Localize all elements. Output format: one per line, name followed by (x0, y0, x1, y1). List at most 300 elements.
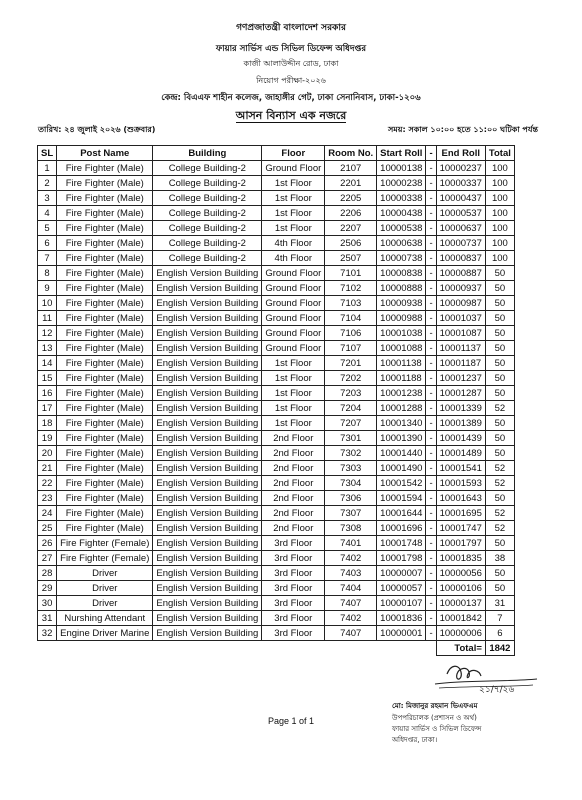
end-roll-cell: 10000137 (436, 596, 485, 611)
total-cell: 50 (485, 356, 514, 371)
building-cell: English Version Building (153, 296, 262, 311)
post-name-cell: Engine Driver Marine (57, 626, 153, 641)
table-row (38, 221, 515, 236)
post-name-cell: Fire Fighter (Male) (57, 311, 153, 326)
total-cell: 6 (485, 626, 514, 641)
dash-cell: - (426, 206, 436, 221)
sl-cell: 17 (38, 401, 57, 416)
post-name-cell: Fire Fighter (Male) (57, 266, 153, 281)
document-title-text: আসন বিন্যাস এক নজরে (235, 109, 347, 122)
total-cell: 52 (485, 461, 514, 476)
building-cell: English Version Building (153, 491, 262, 506)
start-roll-cell: 10000138 (377, 161, 426, 176)
table-row (38, 266, 515, 281)
building-cell: English Version Building (153, 476, 262, 491)
start-roll-cell: 10001490 (377, 461, 426, 476)
post-name-cell: Fire Fighter (Male) (57, 431, 153, 446)
table-row (38, 341, 515, 356)
start-roll-cell: 10000738 (377, 251, 426, 266)
total-cell: 100 (485, 236, 514, 251)
floor-cell: Ground Floor (262, 296, 325, 311)
room-no-cell: 2201 (325, 176, 377, 191)
table-row (38, 311, 515, 326)
post-name-cell: Fire Fighter (Male) (57, 461, 153, 476)
start-roll-cell: 10001390 (377, 431, 426, 446)
room-no-cell: 7203 (325, 386, 377, 401)
end-roll-cell: 10001187 (436, 356, 485, 371)
sl-cell: 3 (38, 191, 57, 206)
end-roll-cell: 10000637 (436, 221, 485, 236)
building-cell: College Building-2 (153, 191, 262, 206)
table-header-row (38, 146, 515, 161)
total-cell: 7 (485, 611, 514, 626)
building-cell: English Version Building (153, 611, 262, 626)
table-row (38, 506, 515, 521)
end-roll-cell: 10000987 (436, 296, 485, 311)
table-row (38, 626, 515, 641)
floor-cell: 1st Floor (262, 206, 325, 221)
total-cell: 100 (485, 161, 514, 176)
room-no-cell: 2107 (325, 161, 377, 176)
dash-cell: - (426, 401, 436, 416)
signature-image (405, 660, 545, 694)
building-cell: English Version Building (153, 521, 262, 536)
dash-cell: - (426, 446, 436, 461)
end-roll-cell: 10000006 (436, 626, 485, 641)
dash-cell: - (426, 566, 436, 581)
floor-cell: 3rd Floor (262, 536, 325, 551)
room-no-cell: 7304 (325, 476, 377, 491)
dash-cell: - (426, 371, 436, 386)
room-no-cell: 7207 (325, 416, 377, 431)
dash-cell: - (426, 416, 436, 431)
building-cell: English Version Building (153, 386, 262, 401)
room-no-cell: 7401 (325, 536, 377, 551)
dash-cell: - (426, 461, 436, 476)
post-name-cell: Fire Fighter (Male) (57, 341, 153, 356)
table-row (38, 251, 515, 266)
end-roll-cell: 10001389 (436, 416, 485, 431)
table-row (38, 356, 515, 371)
start-roll-cell: 10001288 (377, 401, 426, 416)
post-name-cell: Fire Fighter (Male) (57, 476, 153, 491)
start-roll-cell: 10001594 (377, 491, 426, 506)
table-row (38, 236, 515, 251)
end-roll-cell: 10001439 (436, 431, 485, 446)
total-cell: 52 (485, 401, 514, 416)
end-roll-cell: 10000837 (436, 251, 485, 266)
start-roll-cell: 10001798 (377, 551, 426, 566)
start-roll-cell: 10001340 (377, 416, 426, 431)
building-cell: English Version Building (153, 431, 262, 446)
room-no-cell: 7404 (325, 581, 377, 596)
floor-cell: 3rd Floor (262, 551, 325, 566)
signature-date: ২১/৭/২৬ (479, 685, 515, 694)
start-roll-cell: 10001188 (377, 371, 426, 386)
floor-cell: 1st Floor (262, 371, 325, 386)
sl-cell: 25 (38, 521, 57, 536)
post-name-cell: Fire Fighter (Male) (57, 221, 153, 236)
floor-cell: 1st Floor (262, 191, 325, 206)
dash-cell: - (426, 506, 436, 521)
end-roll-cell: 10001593 (436, 476, 485, 491)
floor-cell: 1st Floor (262, 356, 325, 371)
sl-cell: 2 (38, 176, 57, 191)
building-cell: English Version Building (153, 626, 262, 641)
post-name-cell: Fire Fighter (Male) (57, 236, 153, 251)
post-name-cell: Fire Fighter (Male) (57, 251, 153, 266)
end-roll-cell: 10001643 (436, 491, 485, 506)
post-name-cell: Fire Fighter (Male) (57, 176, 153, 191)
total-cell: 100 (485, 191, 514, 206)
post-name-cell: Fire Fighter (Female) (57, 536, 153, 551)
building-cell: English Version Building (153, 371, 262, 386)
sl-cell: 18 (38, 416, 57, 431)
total-cell: 50 (485, 491, 514, 506)
dash-cell: - (426, 191, 436, 206)
dash-cell: - (426, 311, 436, 326)
govt-title: গণপ্রজাতন্ত্রী বাংলাদেশ সরকার (236, 23, 346, 33)
signatory-name: মো: মিজানুর রহমান ভিএফএম (392, 702, 478, 710)
post-name-cell: Fire Fighter (Female) (57, 551, 153, 566)
dash-cell: - (426, 356, 436, 371)
start-roll-cell: 10001542 (377, 476, 426, 491)
building-cell: English Version Building (153, 551, 262, 566)
signatory-office: অধিদপ্তর, ঢাকা। (392, 736, 438, 744)
department-title: ফায়ার সার্ভিস এন্ড সিভিল ডিফেন্স অধিদপ্তর (215, 44, 367, 54)
floor-cell: Ground Floor (262, 326, 325, 341)
dash-cell: - (426, 251, 436, 266)
total-cell: 50 (485, 371, 514, 386)
end-roll-cell: 10001842 (436, 611, 485, 626)
dash-cell: - (426, 161, 436, 176)
table-row (38, 326, 515, 341)
post-name-cell: Fire Fighter (Male) (57, 521, 153, 536)
table-row (38, 566, 515, 581)
room-no-cell: 7204 (325, 401, 377, 416)
sl-cell: 5 (38, 221, 57, 236)
end-roll-cell: 10000937 (436, 281, 485, 296)
sl-cell: 9 (38, 281, 57, 296)
table-row (38, 431, 515, 446)
sl-cell: 10 (38, 296, 57, 311)
start-roll-cell: 10000057 (377, 581, 426, 596)
building-cell: English Version Building (153, 266, 262, 281)
sl-cell: 26 (38, 536, 57, 551)
total-label: Total= (436, 641, 485, 656)
start-roll-cell: 10001038 (377, 326, 426, 341)
dash-cell: - (426, 431, 436, 446)
sl-cell: 24 (38, 506, 57, 521)
post-name-cell: Fire Fighter (Male) (57, 281, 153, 296)
sl-cell: 13 (38, 341, 57, 356)
sl-cell: 6 (38, 236, 57, 251)
dash-cell: - (426, 626, 436, 641)
dash-cell: - (426, 266, 436, 281)
room-no-cell: 7306 (325, 491, 377, 506)
header-dash: - (426, 146, 436, 161)
building-cell: College Building-2 (153, 161, 262, 176)
header-end-roll: End Roll (436, 146, 485, 161)
dash-cell: - (426, 551, 436, 566)
room-no-cell: 7102 (325, 281, 377, 296)
end-roll-cell: 10001087 (436, 326, 485, 341)
post-name-cell: Fire Fighter (Male) (57, 326, 153, 341)
header-floor: Floor (262, 146, 325, 161)
table-row (38, 416, 515, 431)
table-row (38, 581, 515, 596)
end-roll-cell: 10001339 (436, 401, 485, 416)
sl-cell: 1 (38, 161, 57, 176)
dash-cell: - (426, 596, 436, 611)
room-no-cell: 7302 (325, 446, 377, 461)
table-row (38, 191, 515, 206)
room-no-cell: 7303 (325, 461, 377, 476)
sl-cell: 12 (38, 326, 57, 341)
floor-cell: 3rd Floor (262, 596, 325, 611)
total-cell: 38 (485, 551, 514, 566)
floor-cell: Ground Floor (262, 266, 325, 281)
floor-cell: Ground Floor (262, 281, 325, 296)
start-roll-cell: 10001440 (377, 446, 426, 461)
table-row (38, 161, 515, 176)
post-name-cell: Fire Fighter (Male) (57, 371, 153, 386)
total-cell: 52 (485, 521, 514, 536)
room-no-cell: 7201 (325, 356, 377, 371)
end-roll-cell: 10001541 (436, 461, 485, 476)
total-cell: 31 (485, 596, 514, 611)
building-cell: English Version Building (153, 461, 262, 476)
start-roll-cell: 10001088 (377, 341, 426, 356)
end-roll-cell: 10001835 (436, 551, 485, 566)
post-name-cell: Driver (57, 596, 153, 611)
building-cell: College Building-2 (153, 236, 262, 251)
floor-cell: Ground Floor (262, 341, 325, 356)
floor-cell: 1st Floor (262, 401, 325, 416)
post-name-cell: Fire Fighter (Male) (57, 206, 153, 221)
building-cell: English Version Building (153, 506, 262, 521)
building-cell: English Version Building (153, 341, 262, 356)
total-cell: 100 (485, 251, 514, 266)
building-cell: College Building-2 (153, 176, 262, 191)
room-no-cell: 7403 (325, 566, 377, 581)
floor-cell: 2nd Floor (262, 521, 325, 536)
building-cell: College Building-2 (153, 251, 262, 266)
floor-cell: 4th Floor (262, 251, 325, 266)
room-no-cell: 7307 (325, 506, 377, 521)
start-roll-cell: 10000438 (377, 206, 426, 221)
total-cell: 50 (485, 266, 514, 281)
room-no-cell: 7301 (325, 431, 377, 446)
floor-cell: 1st Floor (262, 386, 325, 401)
table-row (38, 521, 515, 536)
room-no-cell: 7202 (325, 371, 377, 386)
total-value: 1842 (485, 641, 514, 656)
floor-cell: 3rd Floor (262, 626, 325, 641)
end-roll-cell: 10001287 (436, 386, 485, 401)
post-name-cell: Fire Fighter (Male) (57, 296, 153, 311)
start-roll-cell: 10001644 (377, 506, 426, 521)
total-cell: 50 (485, 326, 514, 341)
header-post-name: Post Name (57, 146, 153, 161)
building-cell: English Version Building (153, 581, 262, 596)
total-cell: 50 (485, 431, 514, 446)
header-total: Total (485, 146, 514, 161)
total-cell: 100 (485, 206, 514, 221)
end-roll-cell: 10001137 (436, 341, 485, 356)
total-row-spacer (38, 641, 437, 656)
total-cell: 50 (485, 296, 514, 311)
room-no-cell: 7407 (325, 626, 377, 641)
table-row (38, 281, 515, 296)
start-roll-cell: 10001696 (377, 521, 426, 536)
total-cell: 50 (485, 281, 514, 296)
building-cell: English Version Building (153, 536, 262, 551)
sl-cell: 31 (38, 611, 57, 626)
room-no-cell: 7103 (325, 296, 377, 311)
building-cell: English Version Building (153, 446, 262, 461)
floor-cell: 3rd Floor (262, 581, 325, 596)
end-roll-cell: 10001695 (436, 506, 485, 521)
post-name-cell: Fire Fighter (Male) (57, 161, 153, 176)
end-roll-cell: 10000106 (436, 581, 485, 596)
start-roll-cell: 10000888 (377, 281, 426, 296)
sl-cell: 32 (38, 626, 57, 641)
start-roll-cell: 10000107 (377, 596, 426, 611)
sl-cell: 16 (38, 386, 57, 401)
floor-cell: 2nd Floor (262, 506, 325, 521)
start-roll-cell: 10000007 (377, 566, 426, 581)
exam-title: নিয়োগ পরীক্ষা-২০২৬ (256, 76, 326, 85)
building-cell: English Version Building (153, 596, 262, 611)
building-cell: English Version Building (153, 311, 262, 326)
floor-cell: Ground Floor (262, 161, 325, 176)
dash-cell: - (426, 326, 436, 341)
start-roll-cell: 10001138 (377, 356, 426, 371)
start-roll-cell: 10001238 (377, 386, 426, 401)
end-roll-cell: 10000237 (436, 161, 485, 176)
table-row (38, 461, 515, 476)
table-row (38, 551, 515, 566)
signatory-organization: ফায়ার সার্ভিস ও সিভিল ডিফেন্স (392, 725, 482, 733)
sl-cell: 7 (38, 251, 57, 266)
exam-date: তারিখ: ২৪ জুলাই ২০২৬ (শুক্রবার) (38, 125, 156, 134)
table-row (38, 596, 515, 611)
sl-cell: 15 (38, 371, 57, 386)
table-row (38, 611, 515, 626)
table-row (38, 176, 515, 191)
building-cell: College Building-2 (153, 221, 262, 236)
dash-cell: - (426, 521, 436, 536)
dash-cell: - (426, 221, 436, 236)
total-cell: 50 (485, 446, 514, 461)
floor-cell: 2nd Floor (262, 446, 325, 461)
table-row (38, 401, 515, 416)
header-sl: SL (38, 146, 57, 161)
post-name-cell: Fire Fighter (Male) (57, 446, 153, 461)
floor-cell: Ground Floor (262, 311, 325, 326)
dash-cell: - (426, 341, 436, 356)
start-roll-cell: 10000638 (377, 236, 426, 251)
start-roll-cell: 10000001 (377, 626, 426, 641)
floor-cell: 2nd Floor (262, 476, 325, 491)
room-no-cell: 2206 (325, 206, 377, 221)
post-name-cell: Driver (57, 581, 153, 596)
room-no-cell: 7308 (325, 521, 377, 536)
floor-cell: 1st Floor (262, 221, 325, 236)
sl-cell: 29 (38, 581, 57, 596)
dash-cell: - (426, 281, 436, 296)
total-cell: 50 (485, 311, 514, 326)
end-roll-cell: 10000056 (436, 566, 485, 581)
post-name-cell: Fire Fighter (Male) (57, 491, 153, 506)
table-row (38, 371, 515, 386)
sl-cell: 22 (38, 476, 57, 491)
sl-cell: 4 (38, 206, 57, 221)
start-roll-cell: 10000938 (377, 296, 426, 311)
floor-cell: 3rd Floor (262, 611, 325, 626)
room-no-cell: 7407 (325, 596, 377, 611)
sl-cell: 20 (38, 446, 57, 461)
end-roll-cell: 10000537 (436, 206, 485, 221)
header-start-roll: Start Roll (377, 146, 426, 161)
dash-cell: - (426, 581, 436, 596)
start-roll-cell: 10000988 (377, 311, 426, 326)
post-name-cell: Fire Fighter (Male) (57, 356, 153, 371)
page-number: Page 1 of 1 (267, 716, 315, 726)
sl-cell: 11 (38, 311, 57, 326)
building-cell: College Building-2 (153, 206, 262, 221)
room-no-cell: 7101 (325, 266, 377, 281)
room-no-cell: 7107 (325, 341, 377, 356)
floor-cell: 3rd Floor (262, 566, 325, 581)
seat-plan-table (37, 145, 515, 656)
dash-cell: - (426, 176, 436, 191)
dash-cell: - (426, 536, 436, 551)
table-row (38, 296, 515, 311)
building-cell: English Version Building (153, 326, 262, 341)
floor-cell: 2nd Floor (262, 491, 325, 506)
total-cell: 52 (485, 506, 514, 521)
building-cell: English Version Building (153, 356, 262, 371)
room-no-cell: 2205 (325, 191, 377, 206)
floor-cell: 2nd Floor (262, 431, 325, 446)
end-roll-cell: 10001037 (436, 311, 485, 326)
sl-cell: 27 (38, 551, 57, 566)
post-name-cell: Driver (57, 566, 153, 581)
total-cell: 50 (485, 566, 514, 581)
end-roll-cell: 10000737 (436, 236, 485, 251)
sl-cell: 8 (38, 266, 57, 281)
start-roll-cell: 10001836 (377, 611, 426, 626)
dash-cell: - (426, 476, 436, 491)
room-no-cell: 7104 (325, 311, 377, 326)
total-cell: 50 (485, 581, 514, 596)
floor-cell: 4th Floor (262, 236, 325, 251)
post-name-cell: Fire Fighter (Male) (57, 386, 153, 401)
post-name-cell: Nurshing Attendant (57, 611, 153, 626)
end-roll-cell: 10000337 (436, 176, 485, 191)
end-roll-cell: 10001489 (436, 446, 485, 461)
dash-cell: - (426, 491, 436, 506)
dash-cell: - (426, 611, 436, 626)
total-cell: 100 (485, 221, 514, 236)
table-row (38, 476, 515, 491)
end-roll-cell: 10001237 (436, 371, 485, 386)
total-cell: 50 (485, 416, 514, 431)
total-row (38, 641, 515, 656)
room-no-cell: 7402 (325, 611, 377, 626)
